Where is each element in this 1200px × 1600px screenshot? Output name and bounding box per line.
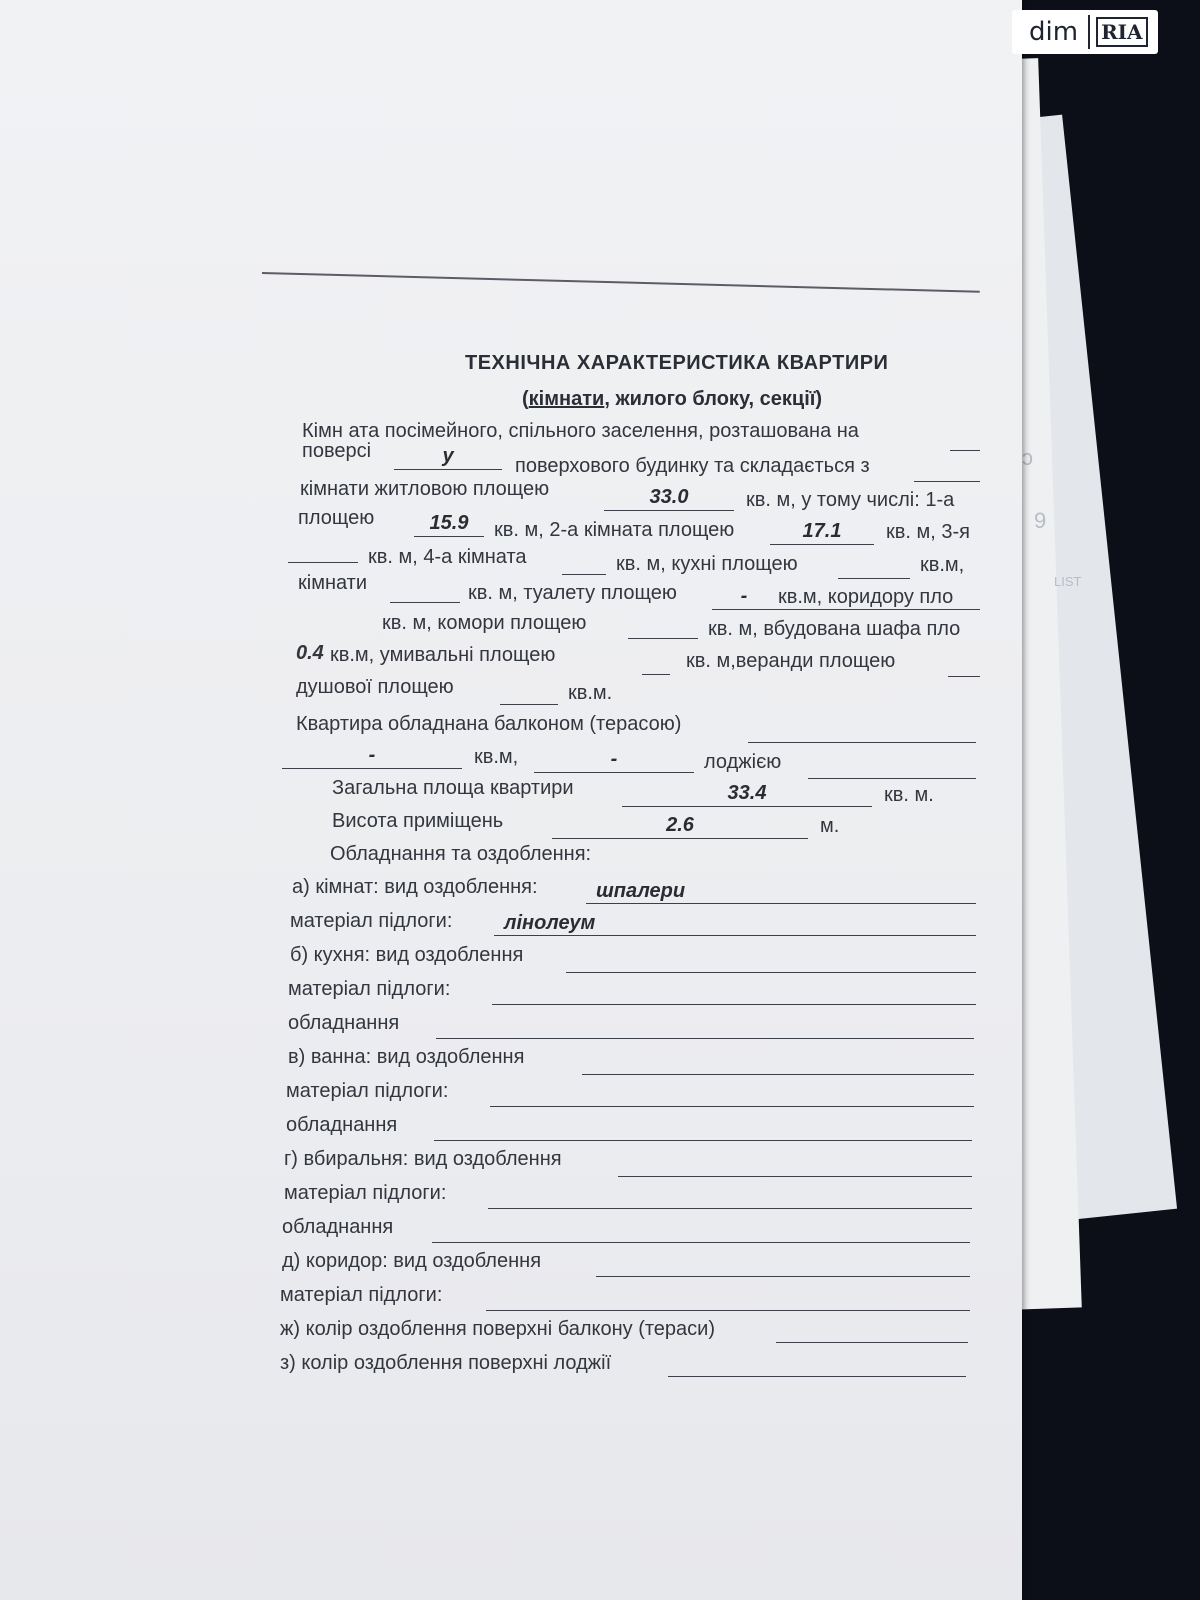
logo-separator [1088,15,1090,49]
blank-kitchen-area [838,552,910,579]
field-room2-area: 17.1 [770,518,874,545]
toilet-floor-label: матеріал підлоги: [284,1182,447,1204]
text-line: площею [298,507,375,529]
text-line: поверхового будинку та складається з [515,455,870,477]
loggia-color-label: з) колір оздоблення поверхні лоджії [280,1352,612,1374]
field-balcony-area: - [282,742,462,769]
field-wardrobe-area: 0.4 [296,642,324,664]
blank-bath-equipment [434,1114,972,1141]
blank-storage-area [628,612,698,639]
text-line: кв. м, у тому числі: 1-а [746,489,955,511]
finish-heading: Обладнання та оздоблення: [330,843,592,865]
text-line: душової площею [296,676,454,698]
text-line: кв.м, коридору пло [778,586,954,608]
blank-bath-floor [490,1080,974,1107]
blank-shower-area [500,678,558,705]
text-line: кв. м, вбудована шафа пло [708,618,961,640]
background-digit: ɔ [1022,445,1033,470]
blank-kitchen-floor [492,978,976,1005]
text-line: кв. м, туалету площею [468,582,677,604]
background-digit: 9 [1034,508,1047,533]
rooms-finish-label: а) кімнат: вид оздоблення: [292,876,538,898]
field-toilet-area: - [712,583,776,610]
top-rule [262,272,980,293]
field-total-area: 33.4 [622,780,872,807]
text-line: кв.м, [920,554,965,576]
text-line: лоджією [704,751,782,773]
text-line: кв.м, умивальні площею [330,644,556,666]
height-label: Висота приміщень [332,810,504,832]
blank-loggia [808,752,976,779]
text-line: кімнати [298,572,368,594]
kitchen-floor-label: матеріал підлоги: [288,978,451,1000]
blank-bath-finish [582,1048,974,1075]
dimria-logo [1012,10,1158,54]
document-title: ТЕХНІЧНА ХАРАКТЕРИСТИКА КВАРТИРИ [465,352,889,374]
bath-floor-label: матеріал підлоги: [286,1080,449,1102]
document-subtitle: (кімнати, жилого блоку, секції) [522,388,823,410]
blank-corridor-finish [596,1250,970,1277]
blank-loggia-color [668,1350,966,1377]
bath-finish-label: в) ванна: вид оздоблення [288,1046,525,1068]
kitchen-equipment-label: обладнання [288,1012,400,1034]
blank-room4-area [562,548,606,575]
blank-toilet-equipment [432,1216,970,1243]
corridor-floor-label: матеріал підлоги: [280,1284,443,1306]
field-loggia-area: - [534,746,694,773]
toilet-equipment-label: обладнання [282,1216,394,1238]
blank-kitchen-equipment [436,1012,974,1039]
blank-kitchen-finish [566,946,976,973]
text-line: м. [820,815,840,837]
text-line: Кімн ата посімейного, спільного заселення, розташована на [302,420,859,442]
logo-ria-text: RIA [1096,17,1148,47]
text-line: кв. м,веранди площею [686,650,896,672]
blank-corridor-area [776,583,980,610]
blank-veranda-area [948,650,980,677]
blank-balcony [748,716,976,743]
field-height: 2.6 [552,812,808,839]
text-line: кв.м, [474,746,519,768]
blank-toilet-finish [618,1150,972,1177]
kitchen-finish-label: б) кухня: вид оздоблення [290,944,524,966]
balcony-color-label: ж) колір оздоблення поверхні балкону (тераси) [280,1318,715,1340]
blank-rooms-count [914,455,980,482]
background-list-label: LIST [1054,574,1082,589]
blank-toilet-floor [488,1182,972,1209]
field-floor: у [394,443,502,470]
blank-corridor-floor [486,1284,970,1311]
blank-room-area [390,576,460,603]
blank-balcony-color [776,1316,968,1343]
blank-washroom-area [642,648,670,675]
logo-dim-text: dim [1029,17,1079,47]
corridor-finish-label: д) коридор: вид оздоблення [282,1250,542,1272]
field-room1-area: 15.9 [414,510,484,537]
field-rooms-floor: лінолеум [494,910,976,936]
text-line: кімнати житловою площею [300,478,550,500]
field-living-area: 33.0 [604,484,734,511]
text-line: Квартира обладнана балконом (терасою) [296,713,682,735]
rooms-floor-label: матеріал підлоги: [290,910,453,932]
text-line: кв. м, 3-я [886,521,970,543]
text-line: поверсі [302,440,372,462]
text-line: кв. м, 4-а кімната [368,546,527,568]
blank-floor-number [950,424,980,451]
blank-room3-area [288,536,358,563]
bath-equipment-label: обладнання [286,1114,398,1136]
text-line: кв. м, комори площею [382,612,587,634]
toilet-finish-label: г) вбиральня: вид оздоблення [284,1148,562,1170]
text-line: кв. м. [884,784,934,806]
text-line: кв.м. [568,682,613,704]
text-line: кв. м, 2-а кімната площею [494,519,735,541]
total-area-label: Загальна площа квартири [332,777,574,799]
text-line: кв. м, кухні площею [616,553,798,575]
field-rooms-finish: шпалери [586,878,976,904]
